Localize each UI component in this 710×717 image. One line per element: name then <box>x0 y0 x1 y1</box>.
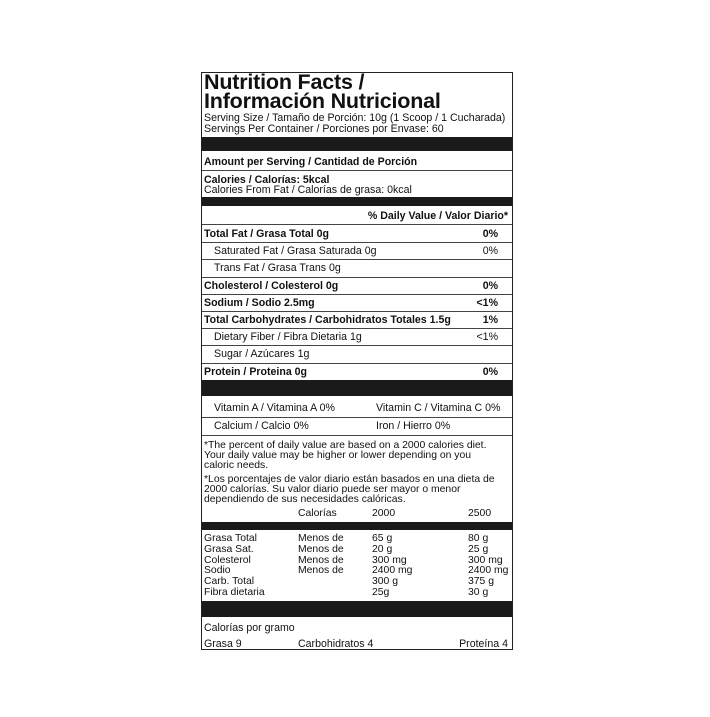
divider <box>202 242 512 243</box>
nutrient-label: Sugar / Azúcares 1g <box>214 348 310 361</box>
title-line-2: Información Nutricional <box>204 89 441 113</box>
medium-divider <box>202 197 512 206</box>
table-cell: 25 g <box>468 543 489 555</box>
nutrient-daily-value: 0% <box>482 245 498 258</box>
divider <box>202 417 512 418</box>
nutrient-daily-value: 0% <box>482 279 498 292</box>
table-cell: 20 g <box>372 543 393 555</box>
protein-per-gram: Proteína 4 <box>459 638 508 650</box>
nutrient-label: Total Carbohydrates / Carbohidratos Totales 1.5g <box>204 314 451 326</box>
calories: Calories / Calorías: 5kcal <box>204 174 330 186</box>
nutrient-label: Saturated Fat / Grasa Saturada 0g <box>214 245 377 258</box>
table-cell: Fibra dietaria <box>204 587 265 598</box>
table-header-2500: 2500 <box>468 508 492 519</box>
nutrient-label: Protein / Proteina 0g <box>204 365 308 378</box>
divider <box>202 170 512 171</box>
divider <box>202 224 512 225</box>
table-header-2000: 2000 <box>372 508 396 519</box>
table-header-calories: Calorías <box>298 508 337 519</box>
iron: Iron / Hierro 0% <box>376 420 451 432</box>
thick-divider <box>202 601 512 617</box>
table-cell: 300 g <box>372 576 399 588</box>
divider <box>202 311 512 312</box>
table-cell: 300 mg <box>468 554 503 566</box>
table-cell: Grasa Total <box>204 533 257 544</box>
nutrient-label: Sodium / Sodio 2.5mg <box>204 296 315 309</box>
nutrient-label: Total Fat / Grasa Total 0g <box>204 228 329 240</box>
table-cell: 25g <box>372 587 390 598</box>
calcium: Calcium / Calcio 0% <box>214 420 309 432</box>
table-cell: 2400 mg <box>372 565 413 577</box>
thick-divider <box>202 137 512 151</box>
table-cell: 375 g <box>468 576 495 588</box>
calories-from-fat: Calories From Fat / Calorías de grasa: 0kcal <box>204 184 412 196</box>
nutrient-label: Dietary Fiber / Fibra Dietaria 1g <box>214 331 362 344</box>
nutrient-daily-value: 0% <box>482 365 498 378</box>
divider <box>202 294 512 295</box>
servings-per-container: Servings Per Container / Porciones por Envase: 60 <box>204 123 444 135</box>
vitamin-a: Vitamin A / Vitamina A 0% <box>214 402 335 414</box>
table-cell: 30 g <box>468 587 489 598</box>
divider <box>202 363 512 364</box>
divider <box>202 345 512 346</box>
table-cell: Menos de <box>298 565 344 577</box>
medium-divider <box>202 522 512 530</box>
table-cell: Sodio <box>204 565 231 577</box>
fat-per-gram: Grasa 9 <box>204 638 242 650</box>
table-cell: Menos de <box>298 543 344 555</box>
divider <box>202 328 512 329</box>
divider <box>202 259 512 260</box>
nutrient-daily-value: <1% <box>476 296 498 309</box>
table-cell: Grasa Sat. <box>204 543 254 555</box>
title-line-1: Nutrition Facts / <box>204 70 365 94</box>
calories-per-gram-label: Calorías por gramo <box>204 622 295 634</box>
nutrient-label: Trans Fat / Grasa Trans 0g <box>214 262 341 275</box>
table-cell: 80 g <box>468 533 489 544</box>
vitamin-c: Vitamin C / Vitamina C 0% <box>376 402 501 414</box>
footnote-spanish: *Los porcentajes de valor diario están basados en una dieta de 2000 calorías. Su valor diario puede ser mayor o menor dependiendo de sus necesidades calóricas. <box>204 474 495 505</box>
table-cell: 2400 mg <box>468 565 509 577</box>
serving-size: Serving Size / Tamaño de Porción: 10g (1 Scoop / 1 Cucharada) <box>204 112 506 124</box>
amount-per-serving: Amount per Serving / Cantidad de Porción <box>204 156 418 168</box>
nutrient-daily-value: 0% <box>482 228 498 240</box>
table-cell: Menos de <box>298 554 344 566</box>
table-cell: 300 mg <box>372 554 407 566</box>
nutrient-label: Cholesterol / Colesterol 0g <box>204 279 339 292</box>
carbs-per-gram: Carbohidratos 4 <box>298 638 374 650</box>
divider <box>202 277 512 278</box>
table-cell: Colesterol <box>204 554 251 566</box>
nutrient-daily-value: 1% <box>482 314 498 326</box>
table-cell: 65 g <box>372 533 393 544</box>
table-cell: Carb. Total <box>204 576 255 588</box>
thick-divider <box>202 380 512 396</box>
nutrient-daily-value: <1% <box>476 331 498 344</box>
footnote-english: *The percent of daily value are based on a 2000 calories diet. Your daily value may be higher or lower depending on you caloric needs. <box>204 440 487 471</box>
table-cell: Menos de <box>298 533 344 544</box>
nutrition-facts-label <box>201 72 513 650</box>
daily-value-header: % Daily Value / Valor Diario* <box>367 210 508 222</box>
divider <box>202 435 512 436</box>
